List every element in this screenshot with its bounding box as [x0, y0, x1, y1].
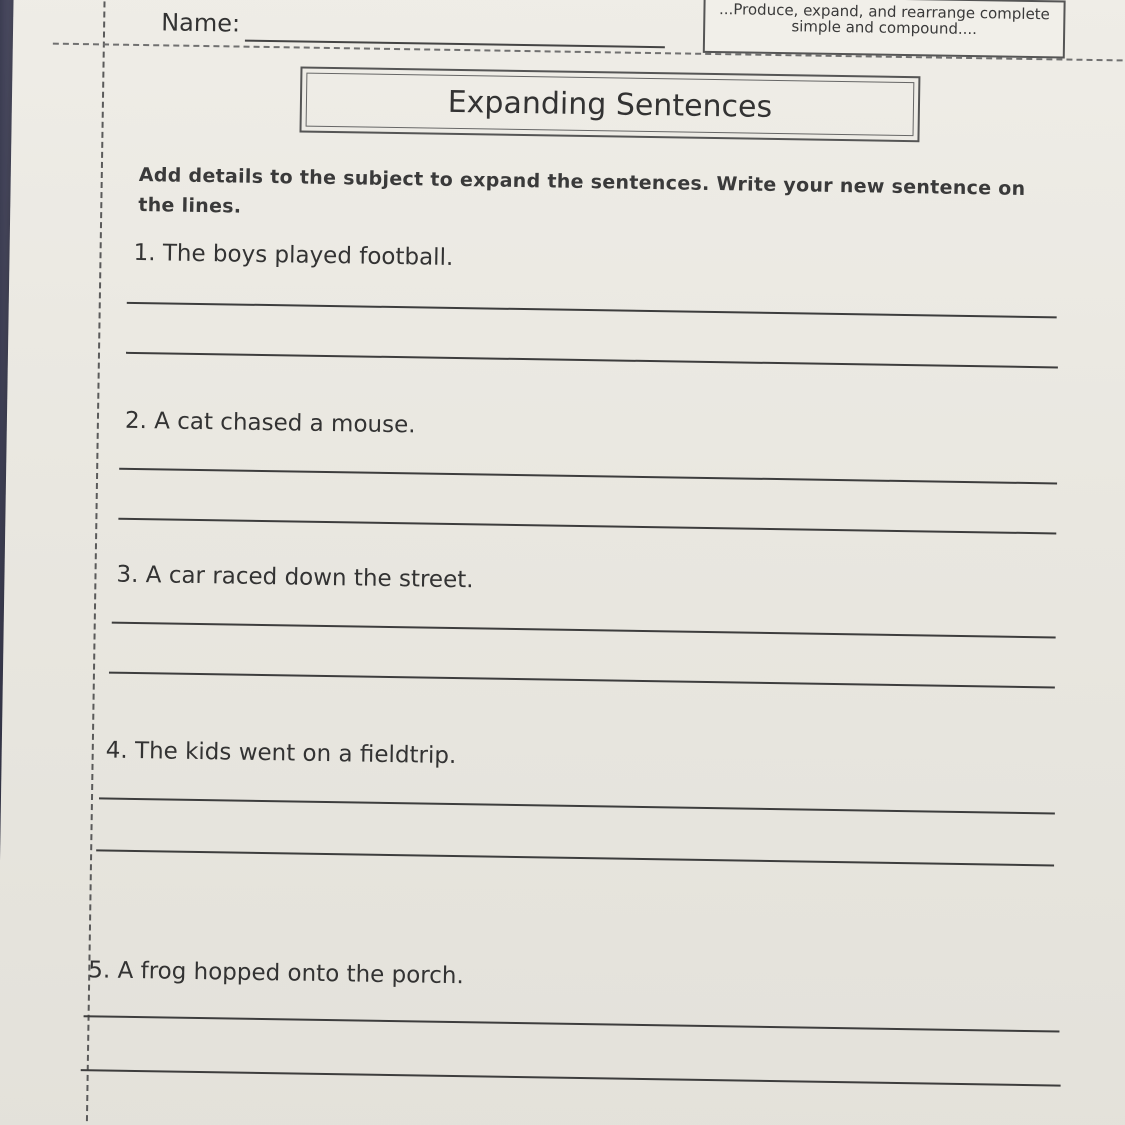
answer-line-2a[interactable]	[119, 468, 1057, 485]
sentence-2: 2. A cat chased a mouse.	[124, 407, 416, 439]
answer-line-5b[interactable]	[81, 1069, 1061, 1086]
answer-line-4b[interactable]	[96, 849, 1054, 866]
sentence-5: 5. A frog hopped onto the porch.	[88, 957, 464, 990]
title-box	[299, 67, 920, 143]
standard-text: ...Produce, expand, and rearrange complete simple and compound....	[718, 0, 1050, 39]
answer-line-1a[interactable]	[127, 302, 1057, 319]
name-label: Name:	[160, 8, 241, 38]
page-title: Expanding Sentences	[306, 73, 915, 137]
sentence-4: 4. The kids went on a fieldtrip.	[105, 737, 457, 770]
answer-line-2b[interactable]	[118, 518, 1056, 535]
answer-line-3b[interactable]	[109, 672, 1055, 689]
answer-line-4a[interactable]	[99, 797, 1055, 814]
answer-line-3a[interactable]	[112, 622, 1056, 639]
sentence-3: 3. A car raced down the street.	[116, 561, 474, 594]
answer-line-1b[interactable]	[126, 352, 1058, 369]
answer-line-5a[interactable]	[84, 1015, 1060, 1032]
instructions: Add details to the subject to expand the sentences. Write your new sentence on the lines.	[138, 163, 1026, 218]
standard-box	[703, 0, 1066, 59]
sentence-1: 1. The boys played football.	[133, 239, 454, 271]
